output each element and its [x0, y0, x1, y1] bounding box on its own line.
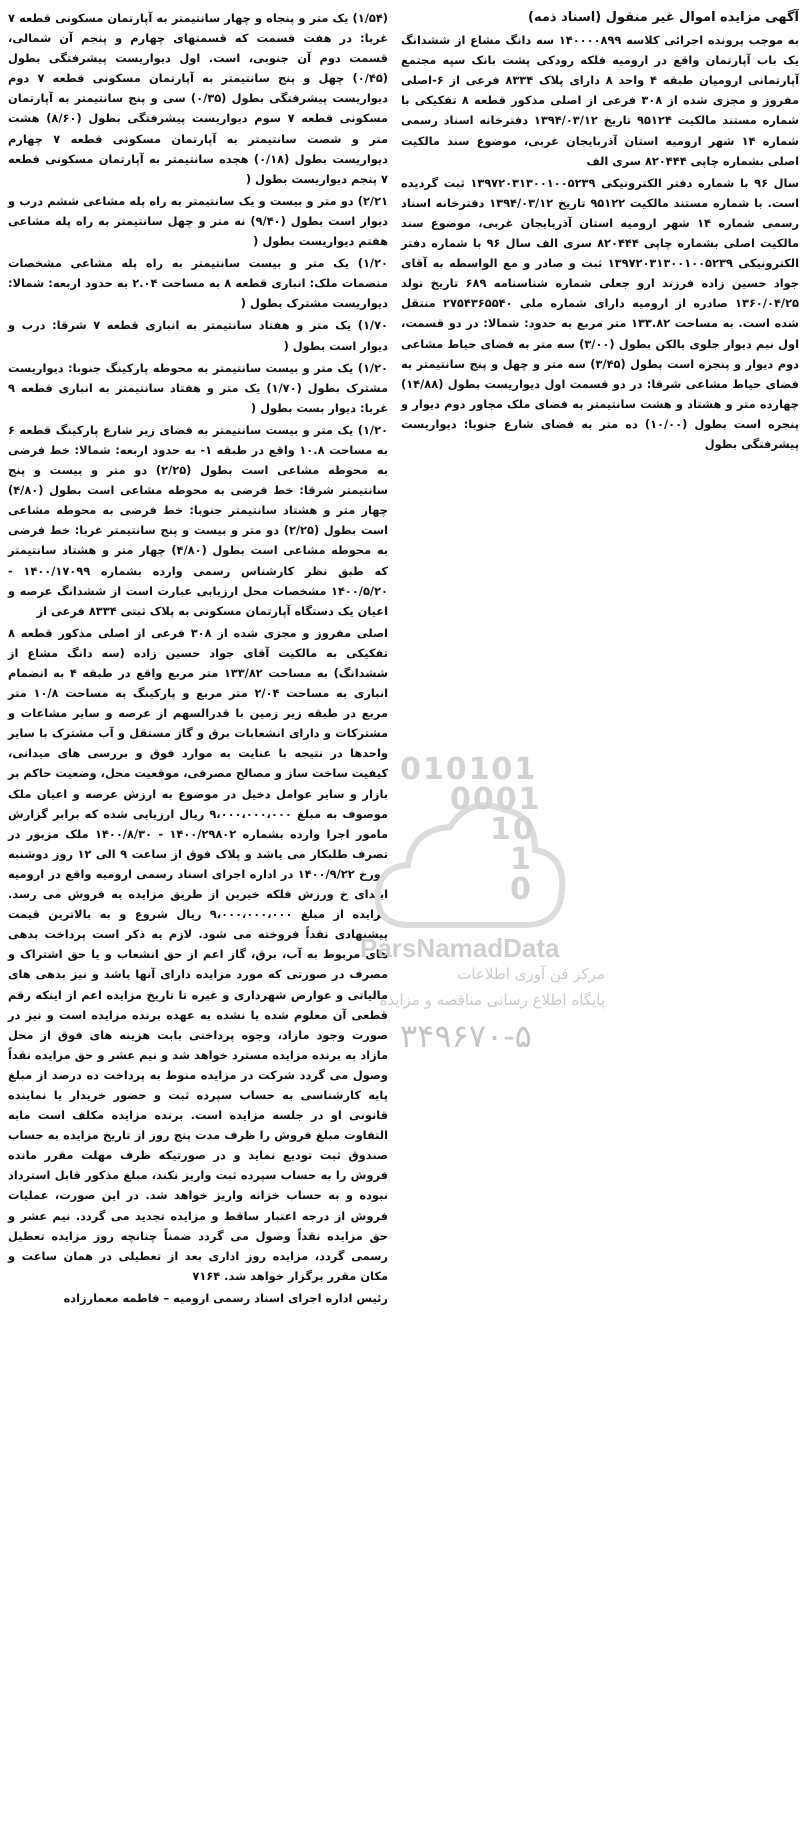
right-paragraph: به موجب پرونده اجرائی کلاسه ۱۴۰۰۰۰۸۹۹ سه دانگ مشاع از ششدانگ یک باب آپارتمان واقع در ارومیه فلکه رودکی پشت بانک سپه مجتمع آپارتمانی ارومیان طبقه ۴ واحد ۸ دارای پلاک ۸۳۳۴ فرعی از ۶-اصلی مفروز و مجزی شده از ۳۰۸ فرعی از اصلی مذکور قطعه ۸ تفکیکی با شماره مستند مالکیت ۹۵۱۲۴ تاریخ ۱۳۹۴/۰۳/۱۲ دفترخانه اسناد رسمی شماره ۱۴ شهر ارومیه استان آذربایجان غربی، موضوع سند مالکیت اصلی بشماره چاپی ۸۲۰۴۴۴ سری الف	[401, 33, 800, 168]
watermark-digits: 010101 0001 10 1 0	[400, 752, 542, 907]
right-column	[401, 8, 799, 456]
left-column	[8, 8, 388, 1310]
watermark-phone: ۳۴۹۶۷۰-۵	[400, 1017, 532, 1055]
right-paragraph: سال ۹۶ با شماره دفتر الکترونیکی ۱۳۹۷۲۰۳۱۳۰۰۱۰۰۵۲۳۹ ثبت گردیده است. با شماره مستند مالکیت ۹۵۱۲۲ تاریخ ۱۳۹۴/۰۳/۱۲ دفترخانه اسناد رسمی شماره ۱۴ شهر ارومیه استان آذربایجان غربی، موضوع سند مالکیت اصلی بشماره چاپی ۸۲۰۴۴۴ سری الف سال ۹۶ با شماره دفتر الکترونیکی ۱۳۹۷۲۰۳۱۳۰۰۱۰۰۵۲۳۹ ثبت و صادر و مع الواسطه به آقای جواد حسین زاده فرزند ارو جعلی شماره شناسنامه ۶۸۹ تاریخ تولد ۱۳۶۰/۰۴/۲۵ صادره از ارومیه دارای شماره ملی ۲۷۵۴۳۶۵۵۴۰ منتقل شده است. به مساحت ۱۳۳.۸۲ متر مربع به حدود: شمالا: در دو قسمت، اول نیم دیوار جلوی بالکن بطول (۳/۰۰) سه متر به فضای حیاط مشاعی دوم دیوار و پنجره است بطول (۳/۴۵) سه متر و چهل و پنج سانتیمتر به فضای حیاط مشاعی شرقا: در دو قسمت اول دیواریست بطول (۱۴/۸۸) چهارده متر و هشتاد و هشت سانتیمتر به فضای ملک مجاور دوم دیوار و پنجره است بطول (۱۰/۰۰) ده متر به فضای شارع جنوبا: دیواریست پیشرفتگی بطول	[401, 175, 800, 451]
left-paragraph: اصلی مفروز و مجزی شده از ۳۰۸ فرعی از اصلی مذکور قطعه ۸ تفکیکی به مالکیت آقای جواد حسین زاده (سه دانگ مشاع از ششدانگ) به مساحت ۱۳۳/۸۲ متر مربع واقع در طبقه ۴ به انضمام انباری به مساحت ۲/۰۴ متر مربع و پارکینگ به مساحت ۱۰/۸ متر مربع در طبقه زیر زمین با قدرالسهم از عرصه و سایر مشاعات و مشترکات و دارای انشعابات برق و گاز مستقل و آب مشترک با سایر واحدها در نتیجه با عنایت به موارد فوق و بررسی های میدانی، کیفیت ساخت ساز و مصالح مصرفی، موقعیت محل، وضعیت حاکم بر بازار و سایر عوامل دخیل در موضوع به ارزش عرصه و اعیان ملک موصوف به مبلغ ۹،۰۰۰،۰۰۰،۰۰۰ ریال ارزیابی شده که برابر گزارش مامور اجرا وارده بشماره ۱۴۰۰/۲۹۸۰۲ - ۱۴۰۰/۸/۳۰ ملک مزبور در تصرف طلبکار می باشد و پلاک فوق از ساعت ۹ الی ۱۲ روز دوشنبه مورخ ۱۴۰۰/۹/۲۲ در اداره اجرای اسناد رسمی ارومیه واقع در ارومیه ابتدای خ ورزش فلکه خیرین از طریق مزایده به فروش می رسد. مزایده از مبلغ ۹،۰۰۰،۰۰۰،۰۰۰ ریال شروع و به بالاترین قیمت پیشنهادی نقداً فروخته می شود. لازم به ذکر است پرداخت بدهی های مربوط به آب، برق، گاز اعم از حق انشعاب و یا حق اشتراک و مصرف در صورتی که مورد مزایده دارای آنها باشد و نیز بدهی های مالیاتی و عوارض شهرداری و غیره تا تاریخ مزایده اعم از اینکه رقم قطعی آن معلوم شده یا نشده به عهده برنده مزایده است و نیز در صورت وجود مازاد، وجوه پرداختی بابت هزینه های فوق از محل مازاد به برنده مزایده مسترد خواهد شد و نیم عشر و حق مزایده نقداً وصول می گردد شرکت در مزایده منوط به پرداخت ده درصد از مبلغ پایه کارشناسی به حساب سپرده ثبت و حضور خریدار یا نماینده قانونی او در جلسه مزایده است. برنده مزایده مکلف است مابه التفاوت مبلغ فروش را ظرف مدت پنج روز از تاریخ مزایده به حساب صندوق ثبت تودیع نماید و در صورتیکه ظرف مهلت مقرر مانده فروش را به حساب سپرده ثبت واریز نکند، مبلغ مذکور قابل استرداد نبوده و به حساب خزانه واریز خواهد شد. در این صورت، عملیات فروش از درجه اعتبار ساقط و مزایده تجدید می گردد. نیم عشر و حق مزایده نقداً وصول می گردد ضمناً چنانچه روز مزایده تعطیل رسمی گردد، مزایده روز اداری بعد از تعطیلی در همان ساعت و مکان مقرر برگزار خواهد شد. ۷۱۶۴	[8, 625, 389, 1283]
watermark	[360, 752, 605, 1055]
left-paragraph: ۱/۲۰) یک متر و بیست سانتیمتر به فضای زیر شارع پارکینگ قطعه ۶ به مساحت ۱۰.۸ واقع در طبقه ۱- به حدود اربعه: شمالا: خط فرضی به محوطه مشاعی است بطول (۲/۲۵) دو متر و بیست و پنج سانتیمتر شرقا: خط فرضی به محوطه مشاعی است بطول (۴/۸۰) چهار متر و هشتاد سانتیمتر جنوبا: خط فرضی به محوطه مشاعی است بطول (۲/۲۵) دو متر و بیست و پنج سانتیمتر غربا: خط فرضی به محوطه مشاعی است بطول (۴/۸۰) چهار متر و هشتاد سانتیمتر که طبق نظر کارشناس رسمی وارده بشماره ۱۴۰۰/۱۷۰۹۹ - ۱۴۰۰/۵/۲۰ مشخصات محل ارزیابی عبارت است از ششدانگ عرصه و اعیان یک دستگاه آپارتمان مسکونی به پلاک ثبتی ۸۳۳۴ فرعی از	[8, 422, 389, 618]
left-paragraph: ۱/۲۰) یک متر و بیست سانتیمتر به محوطه پارکینگ جنوبا: دیواریست مشترک بطول (۱/۷۰) یک متر و هفتاد سانتیمتر به انباری قطعه ۹ غربا: دیوار بست بطول (	[8, 360, 389, 415]
watermark-subtitle: مرکز فن آوری اطلاعات	[457, 965, 605, 983]
watermark-brand: ParsNamadData	[360, 933, 560, 963]
left-paragraph: ۱/۲۰) یک متر و بیست سانتیمتر به راه پله مشاعی مشخصات منضمات ملک: انباری قطعه ۸ به مساحت ۲.۰۴ به حدود اربعه: شمالا: دیواریست مشترک بطول (	[8, 256, 388, 311]
signature-line: رئیس اداره اجرای اسناد رسمی ارومیه – فاطمه معمارزاده	[63, 1290, 388, 1305]
left-paragraph: ۱/۷۰) یک متر و هفتاد سانتیمتر به انباری قطعه ۷ شرقا: درب و دیوار است بطول (	[8, 318, 388, 353]
cloud-icon	[370, 775, 570, 945]
left-paragraph: ۲/۲۱) دو متر و بیست و یک سانتیمتر به راه پله مشاعی ششم درب و دیوار است بطول (۹/۴۰) نه متر و چهل سانتیمتر به راه پله مشاعی هفتم دیواریست بطول (	[8, 193, 388, 249]
watermark-subtitle: پایگاه اطلاع رسانی مناقصه و مزایده	[379, 991, 605, 1009]
left-paragraph: (۱/۵۴) یک متر و پنجاه و چهار سانتیمتر به آپارتمان مسکونی قطعه ۷ غربا: در هفت قسمت که قسمتهای چهارم و پنجم آن شمالی، قسمت دوم آن جنوبی، است. اول دیواریست پیشرفتگی بطول (۰/۴۵) چهل و پنج سانتیمتر به آپارتمان مسکونی قطعه ۷ دوم دیواریست پیشرفتگی بطول (۰/۳۵) سی و پنج سانتیمتر به آپارتمان مسکونی قطعه ۷ سوم دیواریست پیشرفتگی بطول (۸/۶۰) هشت متر و شصت سانتیمتر به آپارتمان مسکونی قطعه ۷ چهارم دیواریست بطول (۰/۱۸) هجده سانتیمتر به آپارتمان مسکونی قطعه ۷ پنجم دیواریست بطول (	[8, 11, 389, 186]
ad-title: آگهی مزایده اموال غیر منقول (اسناد ذمه)	[528, 10, 799, 25]
